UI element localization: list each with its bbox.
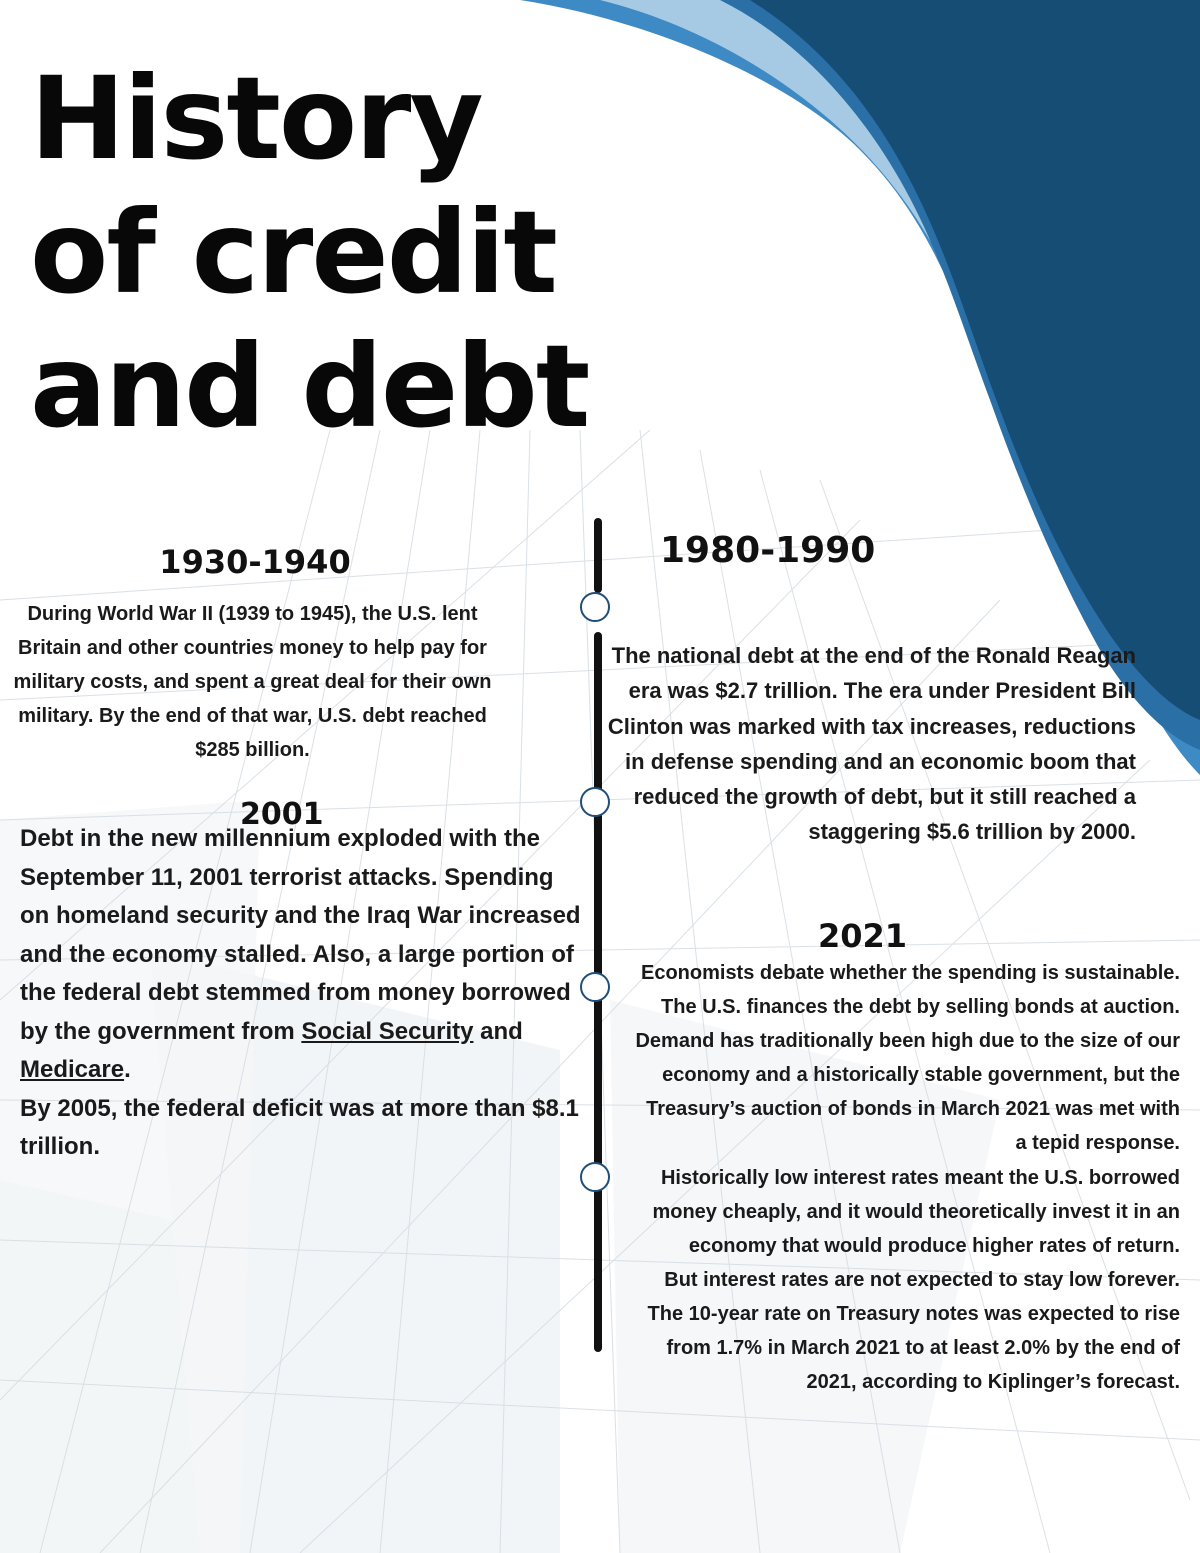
paragraph-2005-deficit: By 2005, the federal deficit was at more than $8.1 trillion. [20,1094,579,1160]
text-2001 [20,820,585,1167]
heading-1980-1990: 1980-1990 [660,530,876,571]
paragraph-2021-bonds: Economists debate whether the spending is sustainable. The U.S. finances the debt by selling bonds at auction. Demand has traditionally been high due to the size of our economy and a historically stable government, but the Treasury’s auction of bonds in March 2021 was met with a tepid response. [635,962,1180,1155]
timeline-node-3 [580,972,610,1002]
timeline-node-1 [580,592,610,622]
paragraph-2001-main [20,820,585,1090]
page-title [30,52,650,454]
text-2001-period: . [124,1056,131,1083]
paragraph-2021-forecast: But interest rates are not expected to stay low forever. The 10-year rate on Treasury notes was expected to rise from 1.7% in March 2021 to at least 2.0% by the end of 2021, according to Kiplinger’s forecast. [647,1268,1180,1394]
medicare-link[interactable]: Medicare [20,1056,125,1083]
text-2021 [630,956,1180,1399]
timeline-node-4 [580,1162,610,1192]
text-1930-1940: During World War II (1939 to 1945), the U.S. lent Britain and other countries money to help pay for military costs, and spent a great deal for their own military. By the end of that war, U.S. debt reached $285 billion. [13,603,492,761]
title-line-1: History [30,52,482,185]
paragraph-2021-interest: Historically low interest rates meant the U.S. borrowed money cheaply, and it would theoretically invest it in an economy that would produce higher rates of return. [652,1166,1180,1257]
text-2001-intro: Debt in the new millennium exploded with the September 11, 2001 terrorist attacks. Spending on homeland security and the Iraq War increased and the economy stalled. Also, a large portion of the federal debt stemmed from money borrowed by the government from [20,825,581,1045]
text-1980-1990: The national debt at the end of the Ronald Reagan era was $2.7 trillion. The era under President Bill Clinton was marked with tax increases, reductions in defense spending and an economic boom that reduced the growth of debt, but it still reached a staggering $5.6 trillion by 2000. [607,643,1136,845]
heading-1930-1940: 1930-1940 [159,543,351,581]
timeline-node-2 [580,787,610,817]
title-line-2: of credit [30,186,556,319]
social-security-link[interactable]: Social Security [301,1017,474,1045]
title-line-3: and debt [30,320,589,453]
timeline-line [594,1192,602,1267]
text-2001-and: and [473,1017,523,1045]
heading-2001: 2001 [240,797,324,832]
heading-2021: 2021 [818,917,908,955]
timeline-line [594,518,602,593]
